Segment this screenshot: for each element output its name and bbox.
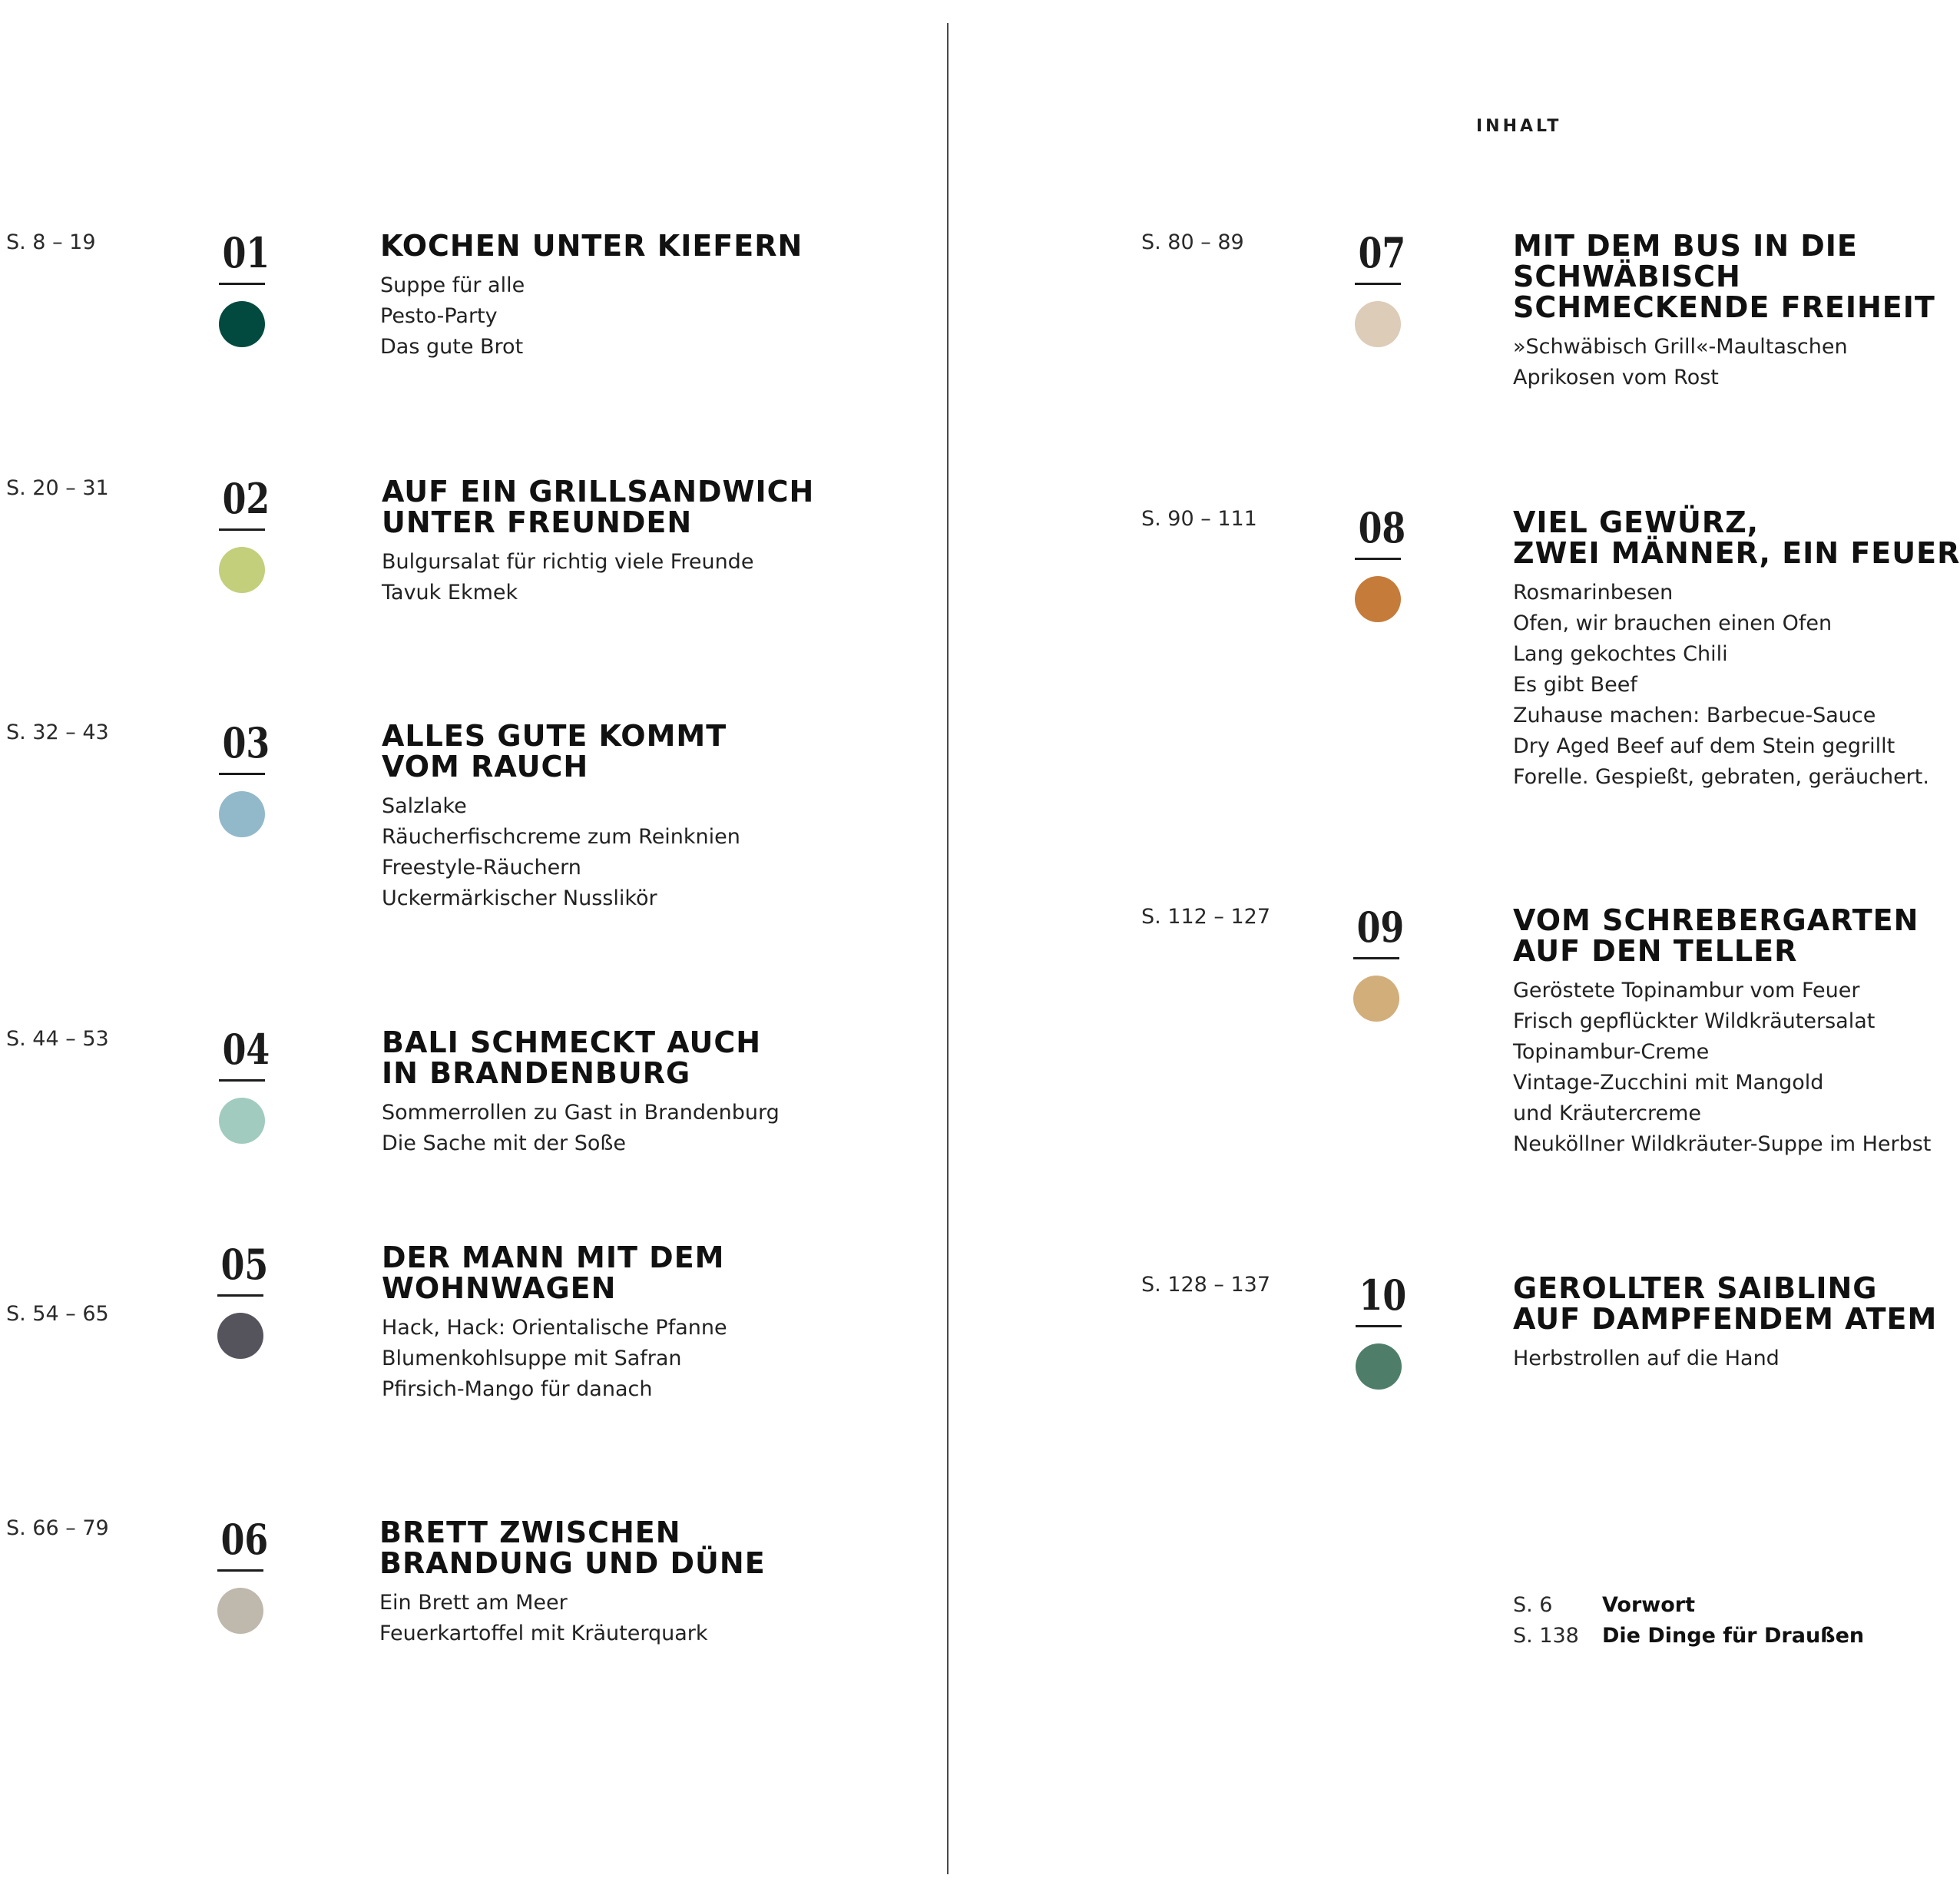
chapter-title-line: VIEL GEWÜRZ,: [1513, 505, 1760, 539]
recipe-item[interactable]: Geröstete Topinambur vom Feuer: [1513, 979, 1860, 1002]
chapter-color-dot: [1353, 976, 1399, 1022]
chapter-page-range: S. 80 – 89: [1141, 230, 1244, 254]
chapter-title-line: BRANDUNG UND DÜNE: [379, 1546, 766, 1580]
recipe-item[interactable]: Ofen, wir brauchen einen Ofen: [1513, 611, 1833, 635]
chapter-page-range: S. 20 – 31: [6, 476, 109, 500]
page-divider: [947, 23, 949, 1874]
chapter-page-range: S. 112 – 127: [1141, 905, 1271, 929]
extra-page: S. 138: [1513, 1624, 1579, 1648]
chapter-title: [382, 476, 814, 538]
chapter-number-underline: [219, 773, 265, 775]
recipe-item[interactable]: Neuköllner Wildkräuter-Suppe im Herbst: [1513, 1132, 1932, 1156]
chapter-number-underline: [1355, 558, 1401, 560]
recipe-item[interactable]: Pesto-Party: [380, 304, 498, 328]
chapter-number: 01: [222, 228, 270, 277]
recipe-item[interactable]: Ein Brett am Meer: [379, 1591, 568, 1615]
chapter-title-line: VOM SCHREBERGARTEN: [1513, 903, 1919, 937]
chapter-title-line: GEROLLTER SAIBLING: [1513, 1271, 1878, 1305]
recipe-item[interactable]: Vintage-Zucchini mit Mangold: [1513, 1071, 1824, 1095]
section-header: INHALT: [1476, 117, 1562, 136]
recipe-item[interactable]: Hack, Hack: Orientalische Pfanne: [382, 1316, 727, 1340]
chapter-title-line: UNTER FREUNDEN: [382, 505, 693, 539]
chapter-number-underline: [219, 283, 265, 285]
chapter-number: 04: [222, 1025, 270, 1074]
extra-label: Die Dinge für Draußen: [1602, 1624, 1865, 1648]
chapter-number-underline: [217, 1569, 263, 1572]
recipe-item[interactable]: Die Sache mit der Soße: [382, 1131, 627, 1155]
chapter-title-line: BALI SCHMECKT AUCH: [382, 1025, 762, 1059]
chapter-title: [1513, 905, 1919, 966]
chapter-number: 06: [220, 1515, 269, 1564]
recipe-item[interactable]: Uckermärkischer Nusslikör: [382, 886, 657, 910]
recipe-item[interactable]: Blumenkohlsuppe mit Safran: [382, 1347, 682, 1370]
chapter-number-underline: [219, 1079, 265, 1082]
recipe-item[interactable]: Lang gekochtes Chili: [1513, 642, 1728, 666]
chapter-color-dot: [1355, 576, 1401, 622]
recipe-item[interactable]: Feuerkartoffel mit Kräuterquark: [379, 1622, 708, 1645]
chapter-color-dot: [1356, 1343, 1402, 1390]
chapter-color-dot: [217, 1588, 263, 1634]
chapter-title-line: AUF DEN TELLER: [1513, 934, 1798, 968]
recipe-item[interactable]: Bulgursalat für richtig viele Freunde: [382, 550, 754, 574]
chapter-number-underline: [1356, 1325, 1402, 1327]
chapter-page-range: S. 32 – 43: [6, 721, 109, 744]
chapter-title: [380, 230, 803, 261]
recipe-item[interactable]: Das gute Brot: [380, 335, 524, 359]
chapter-number: 10: [1359, 1271, 1407, 1320]
chapter-title: [382, 721, 727, 782]
chapter-title: [379, 1517, 766, 1579]
chapter-color-dot: [217, 1313, 263, 1359]
chapter-title-line: SCHWÄBISCH: [1513, 260, 1741, 293]
extra-page: S. 6: [1513, 1593, 1553, 1617]
chapter-recipe-list: [1513, 976, 1931, 1160]
chapter-number: 02: [222, 474, 270, 523]
chapter-recipe-list: [1513, 332, 1848, 393]
recipe-item[interactable]: Forelle. Gespießt, gebraten, geräuchert.: [1513, 765, 1929, 789]
chapter-recipe-list: [382, 1313, 727, 1405]
recipe-item[interactable]: Topinambur-Creme: [1513, 1040, 1710, 1064]
chapter-title: [1513, 1273, 1937, 1334]
chapter-title: [382, 1027, 761, 1088]
chapter-recipe-list: [379, 1588, 708, 1649]
chapter-title: [382, 1242, 724, 1304]
chapter-recipe-list: [1513, 1343, 1780, 1374]
chapter-number: 09: [1356, 903, 1405, 952]
chapter-title: [1513, 230, 1935, 323]
chapter-number: 05: [220, 1240, 269, 1289]
chapter-page-range: S. 66 – 79: [6, 1516, 109, 1540]
chapter-number-underline: [219, 528, 265, 531]
chapter-number: 08: [1358, 503, 1406, 552]
chapter-color-dot: [219, 791, 265, 837]
chapter-title-line: ZWEI MÄNNER, EIN FEUER: [1513, 536, 1960, 570]
recipe-item[interactable]: Räucherfischcreme zum Reinknien: [382, 825, 740, 849]
chapter-color-dot: [219, 547, 265, 593]
chapter-number-underline: [217, 1294, 263, 1297]
chapter-recipe-list: [380, 270, 525, 363]
recipe-item[interactable]: Tavuk Ekmek: [382, 581, 518, 605]
chapter-color-dot: [219, 1098, 265, 1144]
chapter-recipe-list: [382, 791, 740, 914]
recipe-item[interactable]: Pfirsich-Mango für danach: [382, 1377, 653, 1401]
chapter-title-line: MIT DEM BUS IN DIE: [1513, 229, 1858, 263]
chapter-title-line: SCHMECKENDE FREIHEIT: [1513, 290, 1935, 324]
chapter-page-range: S. 54 – 65: [6, 1302, 109, 1326]
chapter-page-range: S. 128 – 137: [1141, 1273, 1271, 1297]
recipe-item[interactable]: Frisch gepflückter Wildkräutersalat: [1513, 1009, 1876, 1033]
chapter-page-range: S. 90 – 111: [1141, 507, 1257, 531]
chapter-title-line: DER MANN MIT DEM: [382, 1241, 725, 1274]
chapter-color-dot: [219, 301, 265, 347]
recipe-item[interactable]: Freestyle-Räuchern: [382, 856, 581, 880]
recipe-item[interactable]: »Schwäbisch Grill«-Maultaschen: [1513, 335, 1848, 359]
chapter-recipe-list: [382, 547, 753, 608]
chapter-title-line: WOHNWAGEN: [382, 1271, 617, 1305]
recipe-item[interactable]: Suppe für alle: [380, 273, 525, 297]
chapter-title-line: VOM RAUCH: [382, 750, 589, 784]
chapter-recipe-list: [1513, 578, 1929, 793]
recipe-item[interactable]: Herbstrollen auf die Hand: [1513, 1347, 1780, 1370]
recipe-item[interactable]: und Kräutercreme: [1513, 1102, 1701, 1125]
recipe-item[interactable]: Rosmarinbesen: [1513, 581, 1674, 605]
chapter-title-line: IN BRANDENBURG: [382, 1056, 691, 1090]
chapter-page-range: S. 8 – 19: [6, 230, 96, 254]
chapter-title-line: AUF DAMPFENDEM ATEM: [1513, 1302, 1938, 1336]
chapter-title: [1513, 507, 1960, 568]
chapter-color-dot: [1355, 301, 1401, 347]
chapter-number-underline: [1353, 957, 1399, 959]
recipe-item[interactable]: Salzlake: [382, 794, 467, 818]
chapter-title-line: KOCHEN UNTER KIEFERN: [380, 229, 803, 263]
chapter-title-line: AUF EIN GRILLSANDWICH: [382, 475, 815, 509]
recipe-item[interactable]: Aprikosen vom Rost: [1513, 366, 1719, 389]
chapter-number-underline: [1355, 283, 1401, 285]
recipe-item[interactable]: Dry Aged Beef auf dem Stein gegrillt: [1513, 734, 1895, 758]
chapter-number: 03: [222, 718, 270, 767]
recipe-item[interactable]: Es gibt Beef: [1513, 673, 1637, 697]
chapter-page-range: S. 44 – 53: [6, 1027, 109, 1051]
chapter-recipe-list: [382, 1098, 780, 1159]
chapter-title-line: BRETT ZWISCHEN: [379, 1516, 681, 1549]
chapter-number: 07: [1358, 228, 1406, 277]
extra-label: Vorwort: [1602, 1593, 1695, 1617]
recipe-item[interactable]: Sommerrollen zu Gast in Brandenburg: [382, 1101, 780, 1125]
chapter-title-line: ALLES GUTE KOMMT: [382, 719, 727, 753]
recipe-item[interactable]: Zuhause machen: Barbecue-Sauce: [1513, 704, 1876, 727]
